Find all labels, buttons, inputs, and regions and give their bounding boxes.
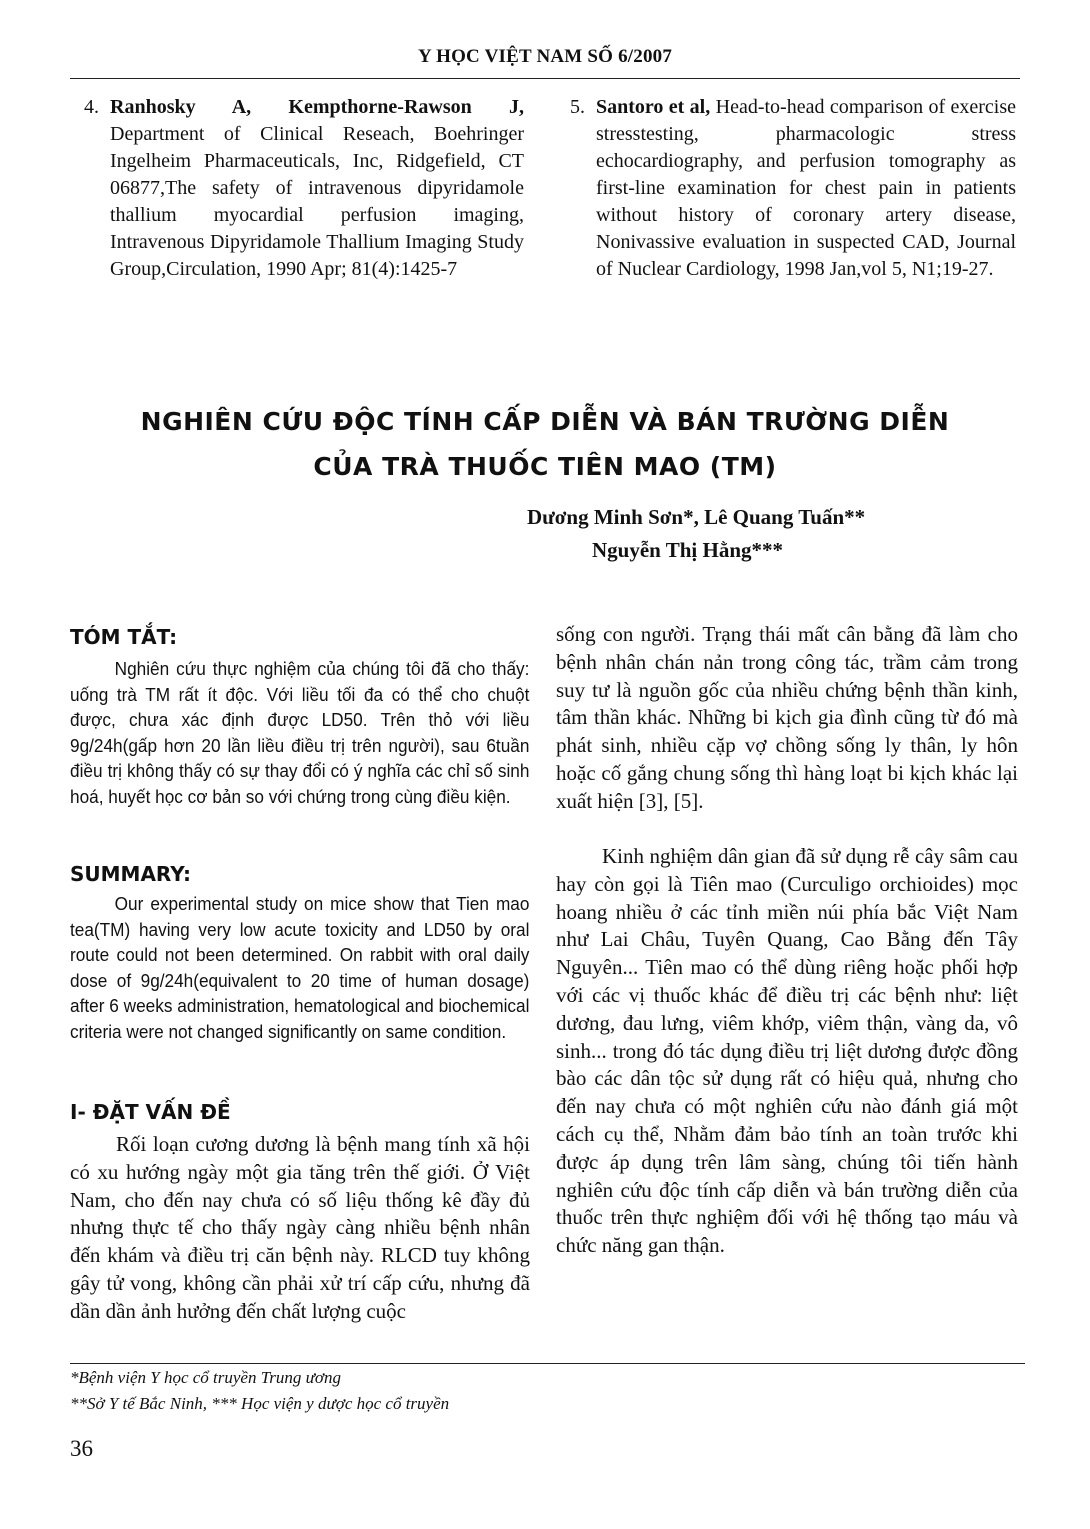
intro-paragraph-2: Kinh nghiệm dân gian đã sử dụng rễ cây sâm cau hay còn gọi là Tiên mao (Curculigo orchioides) mọc hoang nhiều ở các tỉnh miền núi phía bắc Việt Nam như Lai Châu, Tuyên Quang, Cao Bằng đến Tây Nguyên... Tiên mao có thể dùng riêng hoặc phối hợp với các vị thuốc khác để điều trị các bệnh như: liệt dương, đau lưng, viêm khớp, viêm thận, vàng da, vô sinh... trong đó tác dụng điều trị liệt dương được đồng bào các dân tộc sử dụng rất có hiệu quả, nhưng cho đến nay chưa có một nghiên cứu nào đánh giá một cách cụ thể, Nhằm đảm bảo tính an toàn trước khi được áp dụng trên lâm sàng, chúng tôi tiến hành nghiên cứu độc tính cấp diễn và bán trường diễn của thuốc trên thực nghiệm đối với hệ thống tạo máu và chức năng gan thận. (556, 844, 1018, 1258)
authors-line-1: Dương Minh Sơn*, Lê Quang Tuấn** (527, 505, 866, 529)
article-title-line-2: CỦA TRÀ THUỐC TIÊN MAO (TM) (313, 452, 777, 481)
summary-vi-text: Nghiên cứu thực nghiệm của chúng tôi đã cho thấy: uống trà TM rất ít độc. Với liều tối đa có thể cho chuột được, chưa xác định được LD50. Trên thỏ với liều 9g/24h(gấp hơn 20 lần liều điều trị trên người), sau 6tuần điều trị không thấy có sự thay đổi có ý nghĩa các chỉ số sinh hoá, huyết học cơ bản so với chứng trong cùng điều kiện. (70, 658, 530, 807)
reference-authors: Santoro et al, (596, 96, 711, 118)
footnote-2: **Sở Y tế Bắc Ninh, *** Học viện y dược học cổ truyền (70, 1394, 450, 1413)
journal-header: Y HỌC VIỆT NAM SỐ 6/2007 (417, 46, 673, 67)
reference-authors: Ranhosky A, Kempthorne-Rawson J, (110, 96, 524, 118)
summary-en-text: Our experimental study on mice show that Tien mao tea(TM) having very low acute toxicity and LD50 by oral route could not been determined. On rabbit with oral daily dose of 9g/24h(equivalent to 20 time of human dosage) after 6 weeks administration, hematological and biochemical criteria were not changed significantly on same condition. (70, 893, 530, 1042)
intro-paragraph-1-continued: sống con người. Trạng thái mất cân bằng đã làm cho bệnh nhân chán nản trong công tác, trầm cảm trong suy tư là nguồn gốc của nhiều chứng bệnh thần kinh, tâm thần khác. Những bi kịch gia đình cũng từ đó mà phát sinh, nhiều cặp vợ chồng sống ly thân, ly hôn hoặc cố gắng chung sống thì hàng loạt bi kịch khác lại xuất hiện [3], [5]. (556, 622, 1018, 813)
authors-line-2: Nguyễn Thị Hằng*** (592, 538, 783, 562)
intro-heading: I- ĐẶT VẤN ĐỀ (70, 1100, 231, 1124)
reference-4 (84, 94, 524, 283)
reference-text: Head-to-head comparison of exercise stresstesting, pharmacologic stress echocardiography, and perfusion tomography as first-line examination for chest pain in patients without history of coronary artery disease, Nonivassive evaluation in suspected CAD, Journal of Nuclear Cardiology, 1998 Jan,vol 5, N1;19-27. (596, 96, 1017, 280)
summary-vi-heading: TÓM TẮT: (70, 625, 178, 649)
footnote-1: *Bệnh viện Y học cổ truyền Trung ương (70, 1368, 341, 1387)
header-divider (70, 78, 1020, 79)
page-number: 36 (70, 1436, 93, 1461)
summary-en-heading: SUMMARY: (70, 862, 191, 886)
reference-number: 5. (570, 96, 585, 118)
reference-5 (570, 94, 1017, 283)
intro-paragraph-1: Rối loạn cương dương là bệnh mang tính xã hội có xu hướng ngày một gia tăng trên thế giới. Ở Việt Nam, cho đến nay chưa có số liệu thống kê đầy đủ nhưng thực tế cho thấy ngày càng nhiều bệnh nhân đến khám và điều trị căn bệnh này. RLCD tuy không gây tử vong, không cần phải xử trí cấp cứu, nhưng đã dần dần ảnh hưởng đến chất lượng cuộc (70, 1132, 530, 1323)
footnote-divider (70, 1363, 1025, 1364)
article-title-line-1: NGHIÊN CỨU ĐỘC TÍNH CẤP DIỄN VÀ BÁN TRƯỜNG DIỄN (140, 407, 950, 436)
reference-text: Department of Clinical Reseach, Boehringer Ingelheim Pharmaceuticals, Inc, Ridgefield, CT 06877,The safety of intravenous dipyridamole thallium myocardial perfusion imaging, Intravenous Dipyridamole Thallium Imaging Study Group,Circulation, 1990 Apr; 81(4):1425-7 (110, 123, 524, 280)
reference-number: 4. (84, 96, 99, 118)
